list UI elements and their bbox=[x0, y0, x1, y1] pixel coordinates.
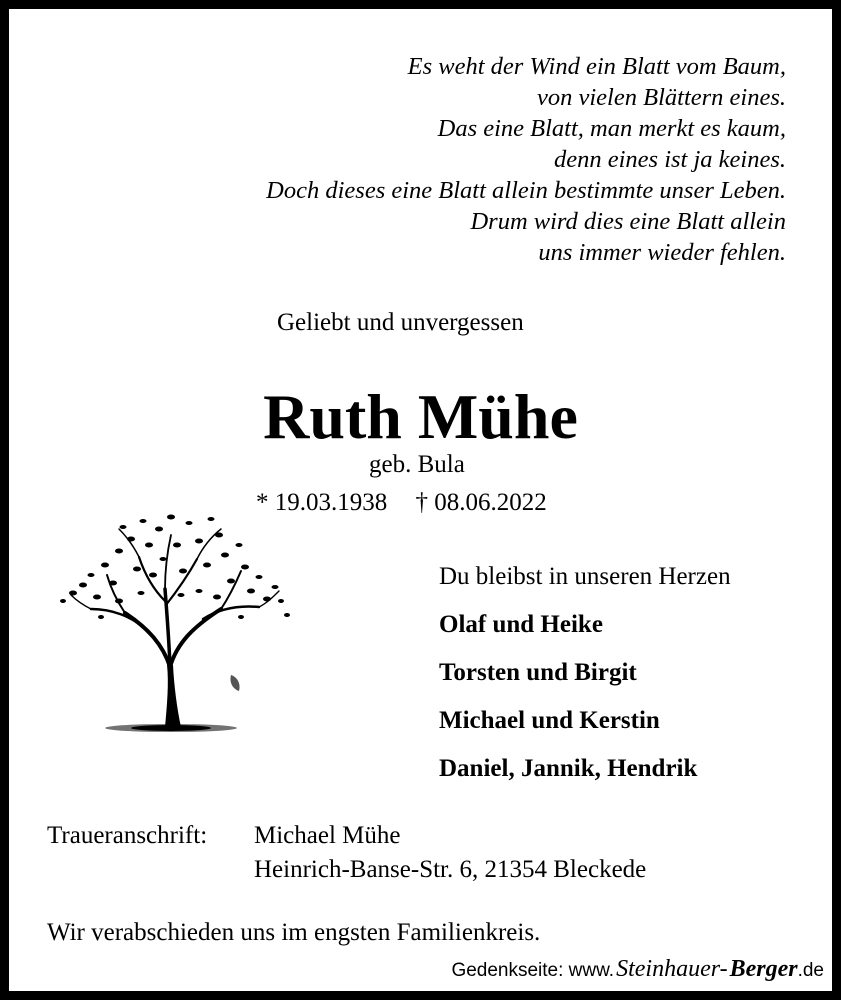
footer-suffix: .de bbox=[797, 960, 824, 981]
mourning-address bbox=[47, 819, 646, 887]
mourners-list bbox=[439, 560, 731, 800]
poem-line: Doch dieses eine Blatt allein bestimmte unser Leben. bbox=[266, 177, 786, 204]
maiden-name: geb. Bula bbox=[369, 451, 465, 478]
poem-line: Es weht der Wind ein Blatt vom Baum, bbox=[407, 53, 786, 80]
family-name: Michael und Kerstin bbox=[439, 707, 660, 734]
footer-prefix: Gedenkseite: www. bbox=[451, 960, 615, 981]
tagline: Geliebt und unvergessen bbox=[277, 309, 524, 336]
life-dates bbox=[256, 489, 547, 517]
poem-line: uns immer wieder fehlen. bbox=[538, 239, 786, 266]
deceased-name: Ruth Mühe bbox=[263, 381, 578, 452]
poem-line: von vielen Blättern eines. bbox=[537, 84, 786, 111]
birth-date: * 19.03.1938 bbox=[256, 489, 388, 516]
mourners-lead: Du bleibst in unseren Herzen bbox=[439, 563, 731, 590]
address-street: Heinrich-Banse-Str. 6, 21354 Bleckede bbox=[254, 856, 647, 883]
poem-line: denn eines ist ja keines. bbox=[553, 146, 786, 173]
memorial-page-link[interactable] bbox=[451, 956, 824, 983]
brand-part1: Steinhauer- bbox=[616, 956, 728, 982]
family-name: Torsten und Birgit bbox=[439, 659, 637, 686]
poem-line: Drum wird dies eine Blatt allein bbox=[470, 208, 786, 235]
tree-with-falling-leaf-icon bbox=[53, 505, 293, 740]
death-date: † 08.06.2022 bbox=[415, 489, 547, 516]
address-name: Michael Mühe bbox=[254, 822, 401, 849]
poem-line: Das eine Blatt, man merkt es kaum, bbox=[437, 115, 786, 142]
family-name: Olaf und Heike bbox=[439, 611, 603, 638]
family-name: Daniel, Jannik, Hendrik bbox=[439, 755, 698, 782]
farewell-note: Wir verabschieden uns im engsten Familienkreis. bbox=[47, 919, 541, 946]
address-label: Traueranschrift: bbox=[47, 822, 208, 849]
poem bbox=[266, 51, 786, 268]
brand-part2: Berger bbox=[729, 956, 798, 982]
